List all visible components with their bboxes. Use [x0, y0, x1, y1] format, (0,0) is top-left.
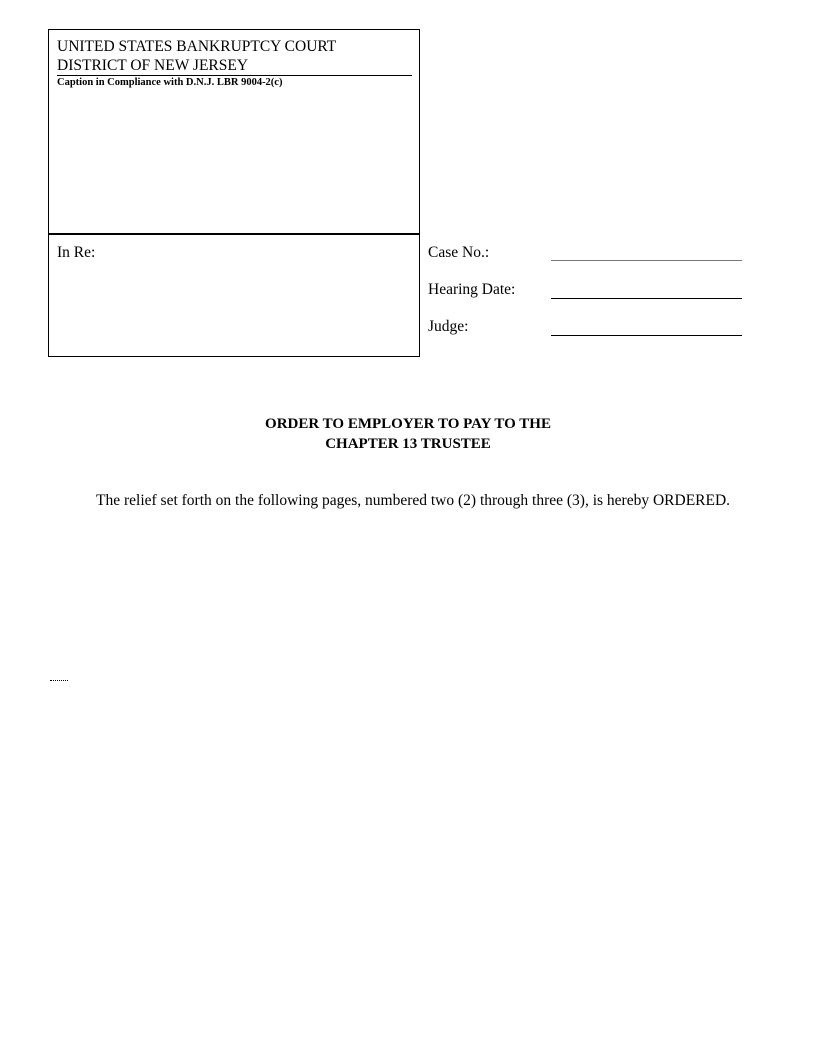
- order-title: [0, 415, 816, 454]
- in-re-label: In Re:: [57, 244, 96, 261]
- order-title-line1: ORDER TO EMPLOYER TO PAY TO THE: [265, 416, 551, 432]
- hearing-date-input[interactable]: [551, 298, 742, 299]
- judge-field: [428, 318, 748, 340]
- in-re-box[interactable]: [48, 234, 420, 357]
- caption-compliance-note: Caption in Compliance with D.N.J. LBR 9004-2(c): [57, 77, 283, 88]
- court-name: UNITED STATES BANKRUPTCY COURT: [57, 38, 337, 55]
- case-number-field: [428, 244, 748, 266]
- hearing-date-field: [428, 281, 748, 303]
- order-title-line2: CHAPTER 13 TRUSTEE: [325, 435, 491, 452]
- footer-dotted-mark: [50, 680, 68, 681]
- hearing-date-label: Hearing Date:: [428, 281, 516, 298]
- caption-box: [48, 29, 420, 234]
- order-body: The relief set forth on the following pages, numbered two (2) through three (3), is hereby ORDERED.: [96, 492, 731, 509]
- case-number-input[interactable]: [551, 260, 742, 261]
- court-district: DISTRICT OF NEW JERSEY: [57, 57, 412, 76]
- judge-input[interactable]: [551, 335, 742, 336]
- judge-label: Judge:: [428, 318, 469, 335]
- case-number-label: Case No.:: [428, 244, 490, 261]
